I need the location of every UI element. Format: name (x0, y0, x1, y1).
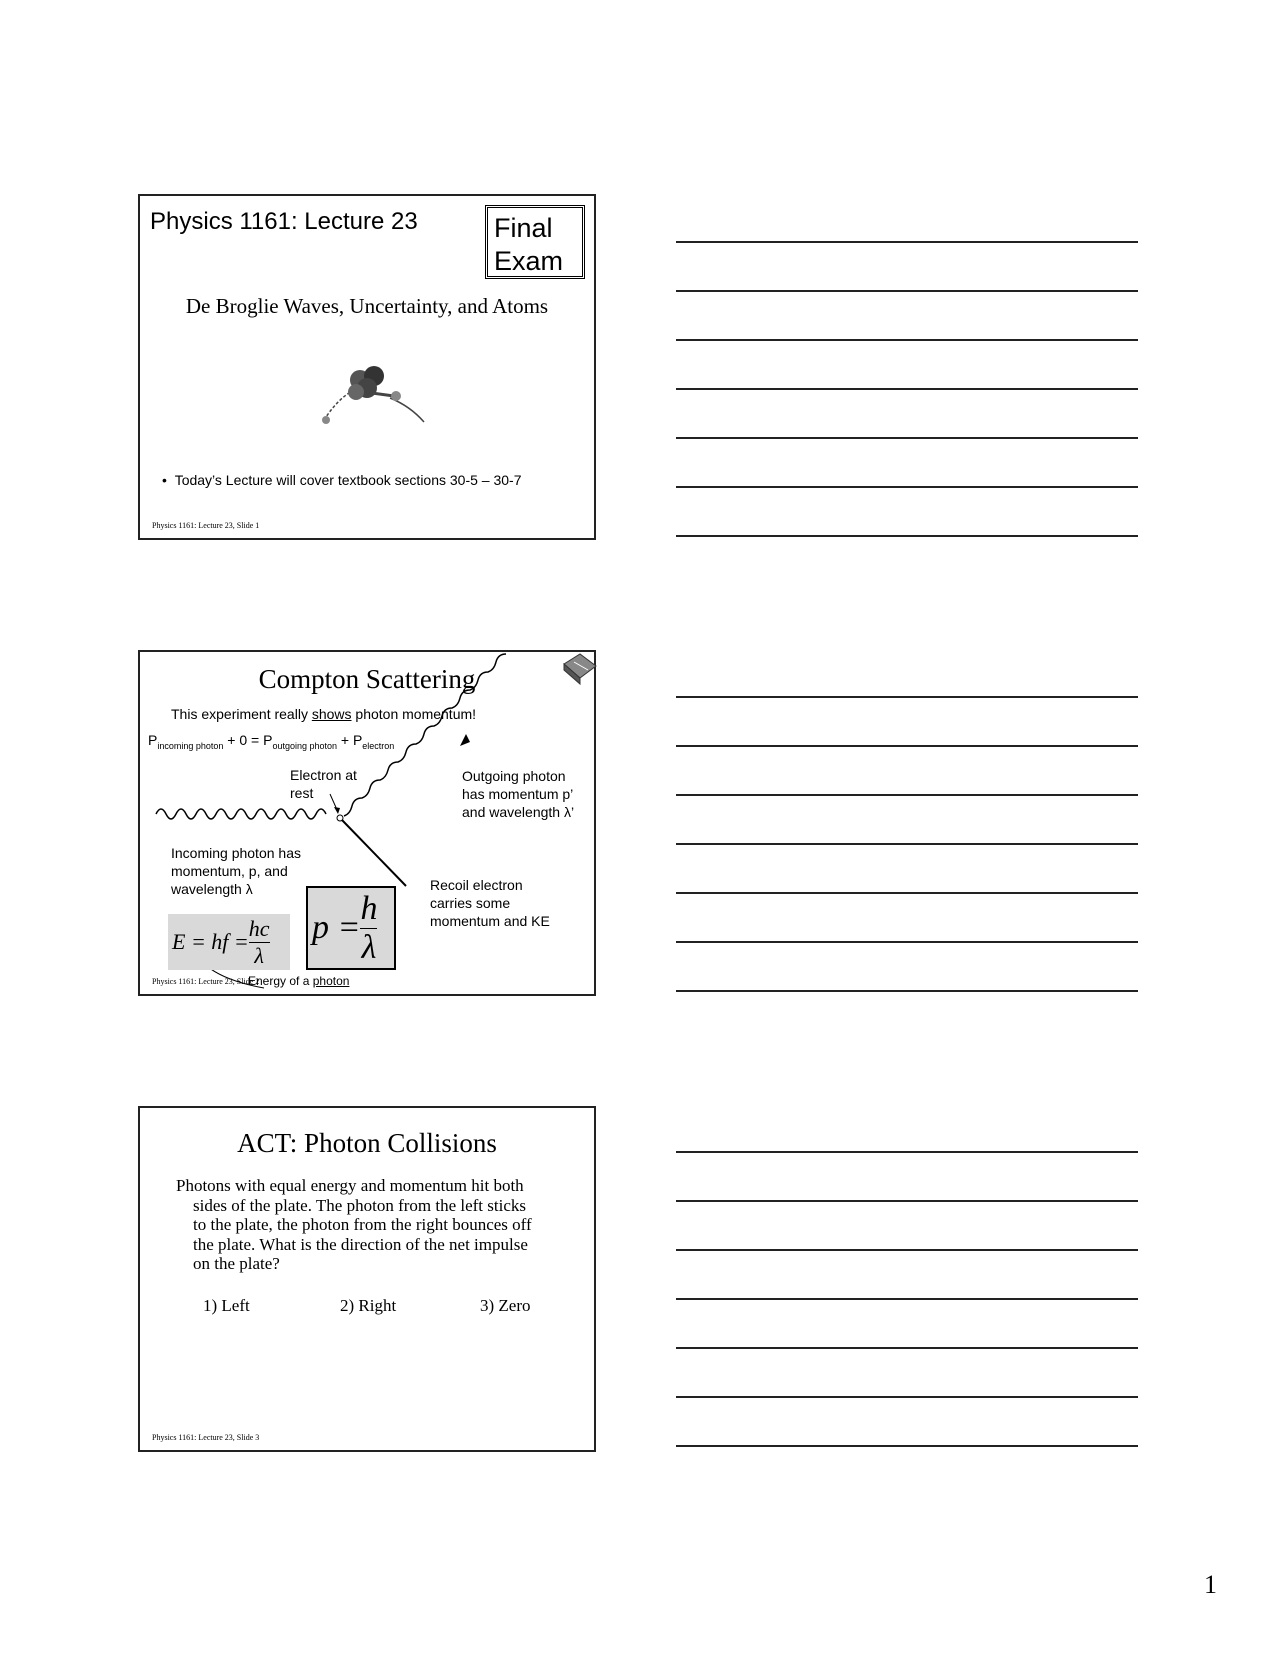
slide-footer: Physics 1161: Lecture 23, Slide 3 (152, 1433, 260, 1442)
note-line (676, 486, 1138, 488)
page-number: 1 (1204, 1570, 1217, 1599)
photon-momentum-equation: p = $\frac{h}{\lambda}$ (306, 886, 396, 970)
slide-footer: Physics 1161: Lecture 23, Slide 2 (152, 977, 260, 986)
energy-caption: Energy of a photon (248, 974, 350, 988)
badge-line-1: Final (494, 213, 553, 243)
slide-footer: Physics 1161: Lecture 23, Slide 1 (152, 521, 260, 530)
shows-underlined: shows (311, 706, 352, 722)
note-line (676, 1347, 1138, 1349)
note-line (676, 1151, 1138, 1153)
slide-title: Physics 1161: Lecture 23 (150, 208, 418, 235)
badge-line-2: Exam (494, 246, 564, 276)
note-line (676, 1298, 1138, 1300)
note-line (676, 990, 1138, 992)
slide-title: Compton Scattering (258, 664, 476, 694)
note-line (676, 535, 1138, 537)
slide-subtitle: De Broglie Waves, Uncertainty, and Atoms (185, 294, 549, 318)
bullet-icon: • (162, 472, 167, 488)
note-line (676, 241, 1138, 243)
photon-link[interactable]: photon (312, 974, 350, 988)
option-left: 1) Left (203, 1296, 250, 1315)
energy-fraction: $\frac{hc}{\lambda}$ (248, 915, 270, 968)
final-exam-badge (485, 205, 585, 279)
momentum-conservation-equation: $P_{incoming photon} + 0 = P_{outgoing photon} + P_{electron}$ (148, 732, 395, 751)
bullet-item (162, 472, 522, 488)
slide-1 (138, 194, 596, 540)
note-line (676, 1200, 1138, 1202)
option-right: 2) Right (340, 1296, 397, 1315)
intro-text: This experiment really shows photon momentum! (171, 706, 477, 722)
slide-title: ACT: Photon Collisions (237, 1128, 497, 1158)
note-line (676, 1396, 1138, 1398)
recoil-electron-label: Recoil electron carries some momentum and KE (430, 877, 550, 929)
momentum-fraction: $\frac{h}{\lambda}$ (360, 889, 378, 966)
incoming-photon-label: Incoming photon has momentum, p, and wavelength λ (171, 845, 301, 897)
molecule-icon (312, 356, 432, 436)
note-line (676, 437, 1138, 439)
outgoing-photon-label: Outgoing photon has momentum p’ and wavelength λ’ (462, 768, 575, 820)
slide-3 (138, 1106, 596, 1452)
bullet-text: Today’s Lecture will cover textbook sections 30-5 – 30-7 (174, 472, 522, 488)
note-line (676, 941, 1138, 943)
note-line (676, 1249, 1138, 1251)
note-line (676, 388, 1138, 390)
note-line (676, 843, 1138, 845)
slide-2 (138, 650, 596, 996)
electron-at-rest-label: Electron at rest (290, 767, 357, 801)
note-line (676, 290, 1138, 292)
note-line (676, 696, 1138, 698)
note-line (676, 892, 1138, 894)
note-line (676, 339, 1138, 341)
note-line (676, 745, 1138, 747)
option-zero: 3) Zero (480, 1296, 531, 1315)
note-line (676, 1445, 1138, 1447)
question-text: Photons with equal energy and momentum hit both sides of the plate. The photon from the left sticks to the plate, the photon from the right bounces off the plate. What is the direction of the net impulse on the plate? (176, 1176, 532, 1273)
photon-energy-equation: E = hf = $\frac{hc}{\lambda}$ (168, 914, 290, 970)
note-line (676, 794, 1138, 796)
